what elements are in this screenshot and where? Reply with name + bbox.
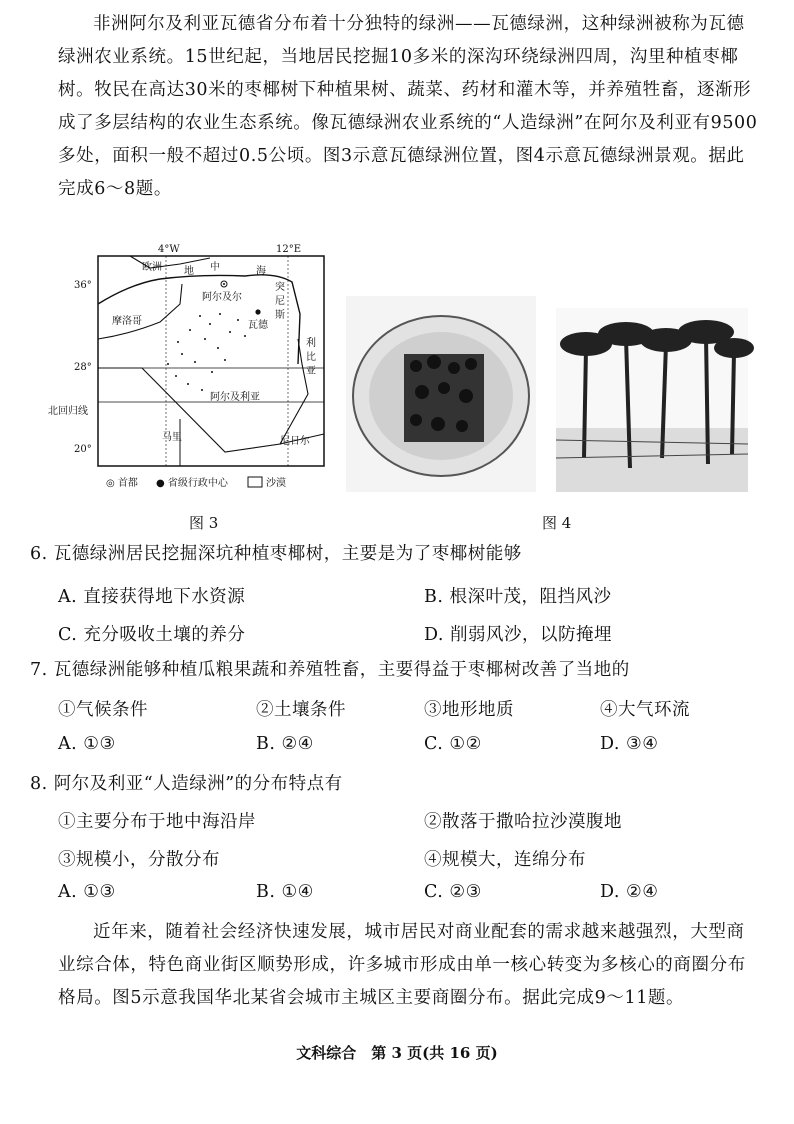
legend-provincial: ● 省级行政中心 xyxy=(156,478,228,489)
q8-item-1: ①主要分布于地中海沿岸 xyxy=(58,812,256,832)
figure-4-date-palm-photo xyxy=(556,308,748,492)
q8-stem: 8. 阿尔及利亚“人造绿洲”的分布特点有 xyxy=(30,774,343,794)
wadi-marker xyxy=(255,309,260,314)
q8-option-c: C. ②③ xyxy=(424,882,482,902)
q6-stem: 6. 瓦德绿洲居民挖掘深坑种植枣椰树，主要是为了枣椰树能够 xyxy=(30,544,522,564)
q7-option-a: A. ①③ xyxy=(58,734,116,754)
mali-label: 马里 xyxy=(162,432,182,443)
q7-item-2: ②土壤条件 xyxy=(256,700,346,720)
intro-paragraph-oasis xyxy=(58,8,758,206)
algiers-label: 阿尔及尔 xyxy=(202,292,242,303)
q6-option-c: C. 充分吸收土壤的养分 xyxy=(58,625,246,645)
intro-text: 非洲阿尔及利亚瓦德省分布着十分独特的绿洲——瓦德绿洲，这种绿洲被称为瓦德绿洲农业系统。15世纪起，当地居民挖掘10多米的深沟环绕绿洲四周，沟里种植枣椰树。牧民在高达30米的枣椰树下种植果树、蔬菜、药材和灌木等，并养殖牲畜，逐渐形成了多层结构的农业生态系统。像瓦德绿洲农业系统的“人造绿洲”在阿尔及利亚有9500多处，面积一般不超过0.5公顷。图3示意瓦德绿洲位置，图4示意瓦德绿洲景观。据此完成6～8题。 xyxy=(58,14,758,199)
tropic-label: 北回归线 xyxy=(48,406,88,417)
figure-4-caption: 图 4 xyxy=(542,514,572,532)
lon-right-label: 12°E xyxy=(276,244,302,255)
q7-item-1: ①气候条件 xyxy=(58,700,148,720)
legend-capital: ◎ 首都 xyxy=(106,478,138,489)
q8-option-a: A. ①③ xyxy=(58,882,116,902)
q7-option-d: D. ③④ xyxy=(600,734,659,754)
libya-label-2: 比 xyxy=(306,352,316,363)
med-sea-label-2: 中 xyxy=(210,262,220,273)
q7-stem: 7. 瓦德绿洲能够种植瓜粮果蔬和养殖牲畜，主要得益于枣椰树改善了当地的 xyxy=(30,660,630,680)
q8-item-4: ④规模大，连绵分布 xyxy=(424,850,586,870)
tunisia-label-2: 尼 xyxy=(275,296,285,307)
desert-legend-icon xyxy=(248,477,262,487)
europe-label: 欧洲 xyxy=(142,262,162,273)
q8-item-3: ③规模小，分散分布 xyxy=(58,850,220,870)
q7-item-4: ④大气环流 xyxy=(600,700,690,720)
algeria-label: 阿尔及利亚 xyxy=(210,392,260,403)
libya-label-3: 亚 xyxy=(306,366,316,377)
page-footer: 文科综合 第 3 页(共 16 页) xyxy=(296,1044,498,1062)
tunisia-label-1: 突 xyxy=(275,282,285,293)
q7-option-b: B. ②④ xyxy=(256,734,314,754)
figure-4-oasis-pit-photo xyxy=(346,296,536,492)
figure-3-map xyxy=(48,244,330,494)
q8-option-b: B. ①④ xyxy=(256,882,314,902)
q7-item-3: ③地形地质 xyxy=(424,700,514,720)
lat-36-label: 36° xyxy=(74,280,92,291)
med-sea-label-1: 地 xyxy=(184,266,194,277)
niger-label: 尼日尔 xyxy=(280,436,310,447)
lat-20-label: 20° xyxy=(74,444,92,455)
figure-3-caption: 图 3 xyxy=(189,514,219,532)
wadi-label: 瓦德 xyxy=(248,320,268,331)
morocco-label: 摩洛哥 xyxy=(112,316,142,327)
libya-label-1: 利 xyxy=(306,338,316,349)
q6-option-a: A. 直接获得地下水资源 xyxy=(58,587,246,607)
tunisia-label-3: 斯 xyxy=(275,310,285,321)
q8-option-d: D. ②④ xyxy=(600,882,659,902)
q6-option-d: D. 削弱风沙，以防掩埋 xyxy=(424,625,613,645)
med-sea-label-3: 海 xyxy=(256,266,266,277)
legend-desert: 沙漠 xyxy=(266,478,286,489)
lat-28-label: 28° xyxy=(74,362,92,373)
q7-option-c: C. ①② xyxy=(424,734,482,754)
q6-option-b: B. 根深叶茂，阻挡风沙 xyxy=(424,587,612,607)
intro-paragraph-commerce xyxy=(58,916,758,1015)
lon-left-label: 4°W xyxy=(158,244,180,255)
intro2-text: 近年来，随着社会经济快速发展，城市居民对商业配套的需求越来越强烈，大型商业综合体，特色商业街区顺势形成，许多城市形成由单一核心转变为多核心的商圈分布格局。图5示意我国华北某省会城市主城区主要商圈分布。据此完成9～11题。 xyxy=(58,922,746,1008)
q8-item-2: ②散落于撒哈拉沙漠腹地 xyxy=(424,812,622,832)
